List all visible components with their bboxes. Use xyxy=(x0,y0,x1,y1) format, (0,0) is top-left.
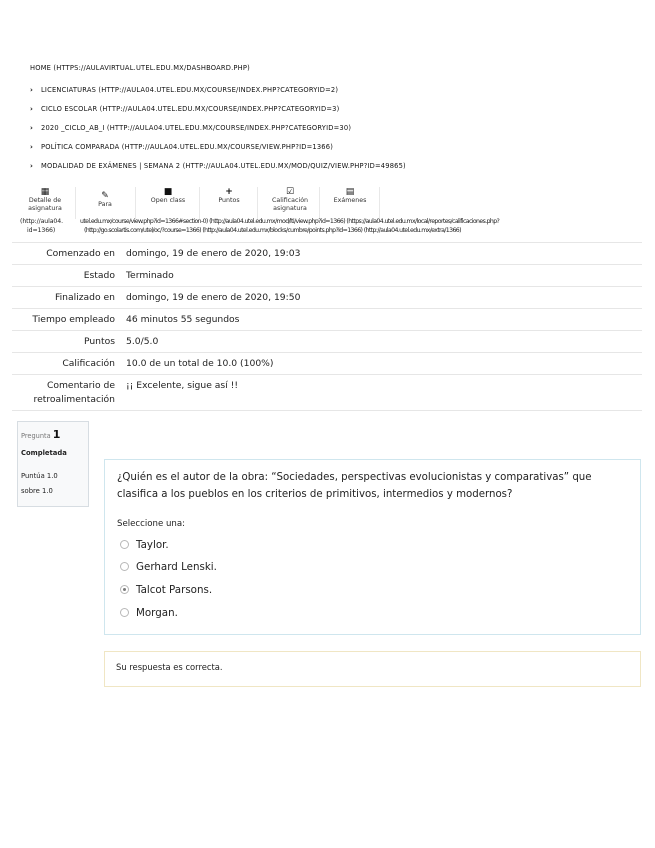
course-nav-bar xyxy=(17,187,537,239)
summary-label: Finalizado en xyxy=(12,287,126,309)
nav-divider xyxy=(75,187,76,219)
question-text: ¿Quién es el autor de la obra: “Sociedades, perspectivas evolucionistas y comparativas” que clasifica a los pueblos en los criterios de primitivos, intermedios y modernos? xyxy=(117,472,592,500)
nav-divider xyxy=(135,187,136,219)
answer-feedback-box xyxy=(104,651,641,687)
breadcrumb-item-politica-comparada[interactable] xyxy=(30,138,640,157)
summary-label: Estado xyxy=(12,265,126,287)
summary-value: 5.0/5.0 xyxy=(126,331,642,353)
breadcrumb-item-licenciaturas[interactable] xyxy=(30,81,640,100)
nav-url-text: (http://go.scolartis.com/utel/oc/?course=1366) (http://aula04.utel.edu.mx/blocks/cumbre/points.php?id=1366) (http://aula04.utel.edu.mx/extra/1366) xyxy=(84,227,461,234)
course-detail-icon: ▦ xyxy=(40,187,50,197)
summary-value: domingo, 19 de enero de 2020, 19:50 xyxy=(126,287,642,309)
answer-option-talcot-parsons[interactable] xyxy=(120,583,212,597)
answer-option-morgan[interactable] xyxy=(120,606,178,620)
nav-label: Puntos xyxy=(218,197,240,204)
summary-value: 10.0 de un total de 10.0 (100%) xyxy=(126,353,642,375)
breadcrumb-item-label: LICENCIATURAS (HTTP://AULA04.UTEL.EDU.MX/COURSE/INDEX.PHP?CATEGORYID=2) xyxy=(41,86,339,94)
breadcrumb-item-label: POLÍTICA COMPARADA (HTTP://AULA04.UTEL.EDU.MX/COURSE/VIEW.PHP?ID=1366) xyxy=(41,143,334,151)
nav-label: Exámenes xyxy=(333,197,367,204)
question-number xyxy=(21,428,60,441)
video-camera-icon: ■ xyxy=(163,187,173,197)
summary-label: Comentario de retroalimentación xyxy=(12,375,126,411)
nav-divider xyxy=(319,187,320,219)
nav-label: Detalle de asignatura xyxy=(28,197,62,212)
summary-label: Comenzado en xyxy=(12,243,126,265)
answer-option-label: Morgan. xyxy=(136,607,178,619)
nav-examenes[interactable] xyxy=(321,187,379,205)
question-number-label: Pregunta xyxy=(21,432,51,440)
table-row xyxy=(12,331,642,353)
summary-label: Calificación xyxy=(12,353,126,375)
chevron-right-icon: › xyxy=(30,143,34,151)
breadcrumb-item-modalidad-examenes[interactable] xyxy=(30,157,640,176)
paperclip-icon: ✎ xyxy=(101,191,109,201)
breadcrumb-item-label: 2020 _CICLO_AB_I (HTTP://AULA04.UTEL.EDU.MX/COURSE/INDEX.PHP?CATEGORYID=30) xyxy=(41,124,352,132)
breadcrumb-item-label: CICLO ESCOLAR (HTTP://AULA04.UTEL.EDU.MX/COURSE/INDEX.PHP?CATEGORYID=3) xyxy=(41,105,340,113)
table-row xyxy=(12,265,642,287)
question-content-box xyxy=(104,459,641,635)
summary-label: Puntos xyxy=(12,331,126,353)
table-row xyxy=(12,309,642,331)
attempt-summary-table xyxy=(12,242,642,411)
nav-puntos[interactable] xyxy=(201,187,257,205)
breadcrumb xyxy=(30,62,640,176)
answer-option-label: Talcot Parsons. xyxy=(136,584,213,596)
nav-label: Calificación asignatura xyxy=(271,197,309,212)
summary-value: ¡¡ Excelente, sigue así !! xyxy=(126,375,642,411)
nav-calificacion-asignatura[interactable] xyxy=(259,187,321,213)
chevron-right-icon: › xyxy=(30,86,34,94)
question-grade-line: Puntúa 1.0 xyxy=(21,472,58,480)
clipboard-icon: ▤ xyxy=(345,187,355,197)
summary-value: 46 minutos 55 segundos xyxy=(126,309,642,331)
breadcrumb-home-link[interactable]: HOME (HTTPS://AULAVIRTUAL.UTEL.EDU.MX/DASHBOARD.PHP) xyxy=(30,64,250,72)
radio-button-icon[interactable] xyxy=(120,562,129,571)
question-grade xyxy=(21,469,58,499)
question-number-value: 1 xyxy=(52,428,61,441)
summary-label: Tiempo empleado xyxy=(12,309,126,331)
answer-option-label: Taylor. xyxy=(136,539,169,551)
nav-para[interactable] xyxy=(77,187,133,209)
table-row xyxy=(12,353,642,375)
table-row xyxy=(12,287,642,309)
radio-button-selected-icon[interactable] xyxy=(120,585,129,594)
question-grade-line: sobre 1.0 xyxy=(21,487,53,495)
nav-label: Open class xyxy=(150,197,186,204)
answer-option-label: Gerhard Lenski. xyxy=(136,561,217,573)
table-row xyxy=(12,375,642,411)
question-info-panel xyxy=(17,421,89,507)
table-row xyxy=(12,243,642,265)
chevron-right-icon: › xyxy=(30,124,34,132)
nav-divider xyxy=(199,187,200,219)
nav-detalle-asignatura[interactable] xyxy=(17,187,73,213)
radio-button-icon[interactable] xyxy=(120,608,129,617)
nav-divider xyxy=(379,187,380,219)
nav-url-text: id=1366) xyxy=(27,227,56,234)
summary-value: domingo, 19 de enero de 2020, 19:03 xyxy=(126,243,642,265)
check-square-icon: ☑ xyxy=(285,187,295,197)
plus-icon: + xyxy=(225,187,233,197)
answer-option-gerhard-lenski[interactable] xyxy=(120,560,217,574)
chevron-right-icon: › xyxy=(30,162,34,170)
radio-button-icon[interactable] xyxy=(120,540,129,549)
breadcrumb-item-label: MODALIDAD DE EXÁMENES | SEMANA 2 (HTTP://AULA04.UTEL.EDU.MX/MOD/QUIZ/VIEW.PHP?ID=49865) xyxy=(41,162,406,170)
nav-url-text: utel.edu.mx/course/view.php?id=1366#section-0) (http://aula04.utel.edu.mx/mod/lti/view.php?id=1366) (https://aula04.utel.edu.mx/local/reportes/calificaciones.php? xyxy=(80,218,500,225)
answer-option-taylor[interactable] xyxy=(120,538,169,552)
nav-url-text: (http://aula04. xyxy=(20,218,63,225)
nav-label: Para xyxy=(98,201,112,208)
nav-divider xyxy=(257,187,258,219)
nav-open-class[interactable] xyxy=(137,187,199,205)
summary-value: Terminado xyxy=(126,265,642,287)
answer-prompt: Seleccione una: xyxy=(117,519,186,529)
chevron-right-icon: › xyxy=(30,105,34,113)
answer-feedback-text: Su respuesta es correcta. xyxy=(116,662,223,672)
breadcrumb-item-ciclo-escolar[interactable] xyxy=(30,100,640,119)
breadcrumb-item-2020-ciclo[interactable] xyxy=(30,119,640,138)
question-state: Completada xyxy=(21,449,67,457)
